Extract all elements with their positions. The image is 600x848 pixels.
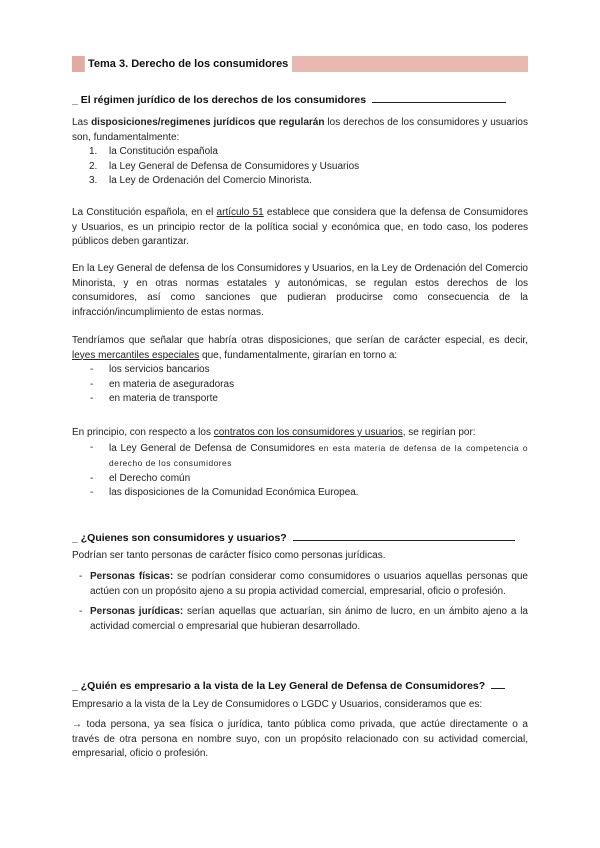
list-item: - en materia de aseguradoras bbox=[90, 378, 235, 390]
personas-juridicas-label: Personas jurídicas: bbox=[90, 606, 184, 618]
contratos-reference: contratos con los consumidores y usuarios bbox=[213, 427, 403, 438]
list-item-text: en materia de transporte bbox=[109, 393, 218, 405]
paragraph-ley-general bbox=[72, 262, 528, 320]
personas-fisicas-label: Personas físicas: bbox=[90, 571, 174, 582]
list-item: - en materia de transporte bbox=[90, 393, 218, 405]
intro-bold-text: disposiciones/regimenes jurídicos que regularán bbox=[91, 117, 325, 128]
p2-text-start: La Constitución española, en el bbox=[72, 207, 217, 218]
dash-list-materias bbox=[72, 363, 528, 407]
dash-list-regimen bbox=[72, 441, 528, 501]
intro-text-start: Las bbox=[72, 117, 92, 128]
list-item: - Personas jurídicas: serían aquellas que actuarían, sin ánimo de lucro, en un ámbito ajeno a la actividad comercial o empresarial que hubieran desarrollado. bbox=[79, 606, 528, 632]
list-item: - la Ley General de Defensa de Consumidores en esta materia de defensa de la competencia o derecho de los consumidores bbox=[90, 441, 528, 469]
section-heading-consumidores bbox=[72, 532, 515, 544]
list-item-small-text: en esta materia de defensa de la competencia o derecho de los consumidores bbox=[109, 442, 528, 469]
paragraph-leyes-especiales bbox=[72, 334, 528, 407]
intro-text-end: los derechos de los consumidores y usuarios son, fundamentalmente: bbox=[72, 117, 528, 143]
paragraph-personas bbox=[72, 570, 528, 640]
list-item-text: la Ley General de Defensa de Consumidores bbox=[109, 442, 315, 454]
empresario-intro-text: Empresario a la vista de la Ley de Consumidores o LGDC y Usuarios, consideramos que es: bbox=[72, 699, 483, 710]
p4-text-end: que, fundamentalmente, girarían en torno a: bbox=[199, 349, 398, 361]
p5-text-end: , se regirían por: bbox=[402, 427, 476, 438]
consumidores-intro-text: Podrían ser tanto personas de carácter físico como personas jurídicas. bbox=[72, 550, 386, 561]
list-item: - las disposiciones de la Comunidad Económica Europea. bbox=[90, 487, 359, 499]
paragraph-consumidores-intro bbox=[72, 549, 528, 564]
list-item-text: en materia de aseguradoras bbox=[109, 378, 235, 390]
list-item: - el Derecho común bbox=[90, 472, 191, 484]
list-item bbox=[72, 145, 528, 160]
section-heading-regimen bbox=[72, 94, 506, 106]
section-heading-consumidores-text: _ ¿Quienes son consumidores y usuarios? bbox=[72, 532, 287, 544]
list-item-text: los servicios bancarios bbox=[109, 364, 210, 376]
numbered-list-laws bbox=[72, 145, 528, 189]
topic-header-accent bbox=[72, 56, 84, 72]
topic-title: Tema 3. Derecho de los consumidores bbox=[85, 56, 292, 72]
list-item bbox=[72, 160, 528, 175]
paragraph-empresario-def bbox=[72, 718, 528, 762]
list-item-text: la Constitución española bbox=[109, 146, 218, 158]
personas-fisicas-text: se podrían considerar como consumidores o usuarios aquellas personas que actúen con un propósito ajeno a su propia actividad comercial, empresarial, oficio o profesión. bbox=[90, 571, 528, 597]
paragraph-empresario-intro bbox=[72, 698, 528, 713]
articulo-51-reference: artículo 51 bbox=[216, 207, 264, 218]
list-number: 2. bbox=[89, 160, 98, 172]
section-heading-empresario bbox=[72, 680, 505, 692]
list-item: - los servicios bancarios bbox=[90, 364, 210, 376]
list-item-text: la Ley General de Defensa de Consumidores y Usuarios bbox=[109, 160, 360, 172]
p4-text-start: Tendríamos que señalar que habría otras disposiciones, que serían de carácter especial, es decir, bbox=[72, 335, 528, 346]
paragraph-contratos bbox=[72, 426, 528, 501]
list-number: 3. bbox=[89, 175, 98, 187]
list-item-text: el Derecho común bbox=[109, 472, 191, 484]
heading-rule bbox=[372, 102, 506, 103]
list-item-text: las disposiciones de la Comunidad Económica Europea. bbox=[109, 487, 359, 499]
personas-juridicas-text: serían aquellas que actuarían, sin ánimo de lucro, en un ámbito ajeno a la actividad comercial o empresarial que hubieran desarrollado. bbox=[90, 606, 528, 632]
p2-text-end: establece que considera que la defensa de Consumidores y Usuarios, es un principio rector de la política social y económica que, en todo caso, los poderes públicos deben garantizar. bbox=[72, 207, 528, 248]
section-heading-empresario-text: _ ¿Quién es empresario a la vista de la Ley General de Defensa de Consumidores? bbox=[72, 680, 486, 692]
p5-text-start: En principio, con respecto a los bbox=[72, 427, 214, 438]
paragraph-intro bbox=[72, 116, 528, 189]
heading-rule bbox=[491, 688, 505, 689]
p3-text: En la Ley General de defensa de los Consumidores y Usuarios, en la Ley de Ordenación del Comercio Minorista, y en otras normas estatales y autonómicas, se regulan estos derechos de los consumidores, así como sanciones que pudieran producirse como consecuencia de la infracción/incumplimiento de estas normas. bbox=[72, 263, 528, 318]
list-item-text: la Ley de Ordenación del Comercio Minorista. bbox=[109, 175, 312, 187]
empresario-definition-text: → toda persona, ya sea física o jurídica, tanto pública como privada, que actúe directamente o a través de otra persona en nombre suyo, con un propósito relacionado con su actividad comercial, empresarial, oficio o profesión. bbox=[72, 719, 528, 760]
paragraph-constitucion bbox=[72, 206, 528, 250]
list-number: 1. bbox=[89, 146, 98, 158]
list-item bbox=[72, 174, 528, 189]
bullet-list-personas bbox=[72, 570, 528, 634]
section-heading-regimen-text: _ El régimen jurídico de los derechos de los consumidores bbox=[72, 94, 367, 106]
leyes-mercantiles-reference: leyes mercantiles especiales bbox=[72, 349, 200, 361]
topic-header-bar bbox=[72, 56, 528, 72]
list-item: - Personas físicas: se podrían considerar como consumidores o usuarios aquellas personas que actúen con un propósito ajeno a su propia actividad comercial, empresarial, oficio o profesión. bbox=[79, 571, 528, 597]
heading-rule bbox=[293, 540, 515, 541]
